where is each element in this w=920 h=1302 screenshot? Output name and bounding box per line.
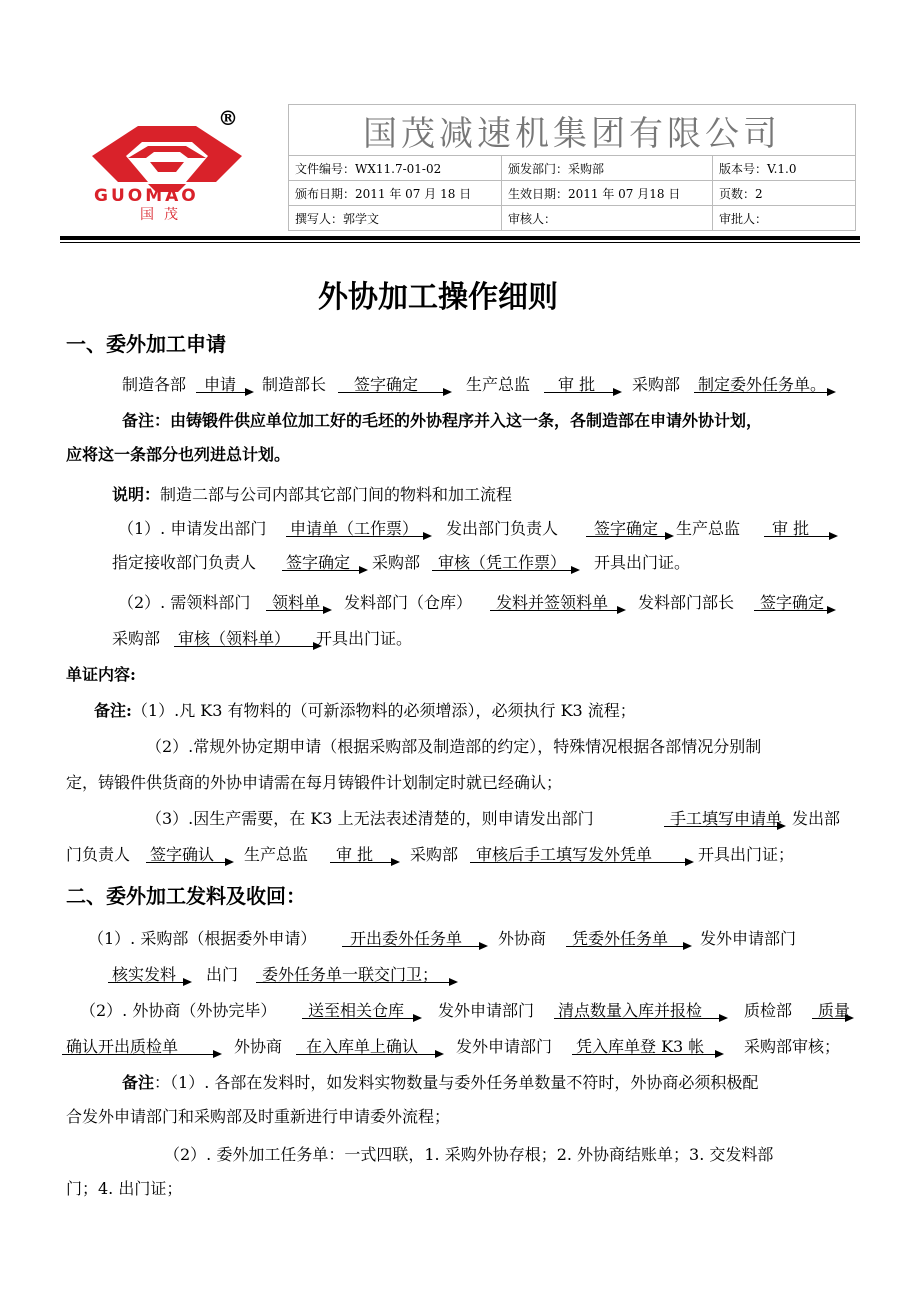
flow-node: 出门 xyxy=(206,965,239,984)
flow-action: 审 批 xyxy=(558,375,596,394)
explain-text: 制造二部与公司内部其它部门间的物料和加工流程 xyxy=(160,485,513,504)
flow-action: 确认开出质检单 xyxy=(66,1037,179,1056)
flow-node: 采购部审核； xyxy=(744,1037,841,1056)
company-logo xyxy=(88,106,246,224)
flow-arrow xyxy=(62,1054,220,1055)
flow-node: 生产总监 xyxy=(244,845,309,864)
flow-action: 审核后手工填写发外凭单 xyxy=(476,845,653,864)
doc-content-label: 单证内容: xyxy=(66,665,136,684)
flow-arrow xyxy=(146,862,232,863)
flow-arrow xyxy=(586,536,672,537)
flow-node: 质检部 xyxy=(744,1001,793,1020)
flow-arrow xyxy=(256,982,456,983)
remark-2-line1: （2）.常规外协定期申请（根据采购部及制造部的约定），特殊情况根据各部情况分别制 xyxy=(146,737,762,756)
flow-action: 制定委外任务单。 xyxy=(698,375,827,394)
note-2-line2: 门；4. 出门证； xyxy=(66,1179,183,1198)
flow-action: 申请单（工作票） xyxy=(290,519,419,538)
note-bold-line2: 应将这一条部分也列进总计划。 xyxy=(66,445,291,464)
flow-action: 签字确定 xyxy=(354,375,419,394)
remark-3-text: （3）.因生产需要，在 K3 上无法表述清楚的，则申请发出部门 xyxy=(146,809,594,828)
flow-action: 领料单 xyxy=(272,593,321,612)
flow-arrow xyxy=(302,1018,420,1019)
flow-node: （1）. 申请发出部门 xyxy=(118,519,267,538)
flow-arrow xyxy=(174,646,320,647)
flow-action: 在入库单上确认 xyxy=(306,1037,419,1056)
note-1-line2: 合发外申请部门和采购部及时重新进行申请委外流程； xyxy=(66,1107,451,1126)
flow-arrow xyxy=(266,610,330,611)
flow-action: 签字确定 xyxy=(594,519,659,538)
flow-node: 外协商 xyxy=(234,1037,283,1056)
flow-arrow xyxy=(432,570,578,571)
approver: 审批人： xyxy=(713,206,856,231)
flow-node: 门负责人 xyxy=(66,845,131,864)
flow-action: 审核（凭工作票） xyxy=(438,553,567,572)
flow-arrow xyxy=(470,862,692,863)
flow-node: 开具出门证； xyxy=(698,845,795,864)
flow-node: 制造部长 xyxy=(262,375,327,394)
effective-date: 生效日期：2011 年 07 月18 日 xyxy=(502,181,713,206)
flow-action: 送至相关仓库 xyxy=(308,1001,405,1020)
explain-label: 说明： xyxy=(112,485,161,504)
flow-arrow xyxy=(554,1018,726,1019)
flow-arrow xyxy=(282,570,366,571)
flow-node: 委外任务单一联交门卫； xyxy=(262,965,439,984)
company-name: 国茂减速机集团有限公司 xyxy=(289,105,856,156)
note-label: 备注 xyxy=(122,1073,155,1092)
header-divider-thick xyxy=(60,236,860,240)
flow-node: 指定接收部门负责人 xyxy=(112,553,257,572)
flow-node: 制造各部 xyxy=(122,375,187,394)
flow-node: 采购部 xyxy=(112,629,161,648)
flow-arrow xyxy=(812,1018,852,1019)
flow-action: 开出委外任务单 xyxy=(350,929,463,948)
flow-node: 发出部门负责人 xyxy=(446,519,559,538)
flow-action: 质量 xyxy=(818,1001,851,1020)
flow-node: 采购部 xyxy=(372,553,421,572)
reviewer: 审核人： xyxy=(502,206,713,231)
flow-node: 采购部 xyxy=(632,375,681,394)
flow-node: 发料部门（仓库） xyxy=(344,593,473,612)
flow-node: （2）. 需领料部门 xyxy=(118,593,251,612)
flow-arrow xyxy=(544,392,620,393)
document-title: 外协加工操作细则 xyxy=(318,280,558,315)
author: 撰写人：郭学文 xyxy=(289,206,502,231)
flow-node: 发料部门部长 xyxy=(638,593,735,612)
flow-arrow xyxy=(566,946,690,947)
flow-arrow xyxy=(754,610,834,611)
flow-arrow xyxy=(490,610,624,611)
remark-1: （1）.凡 K3 有物料的（可新添物料的必须增添），必须执行 K3 流程； xyxy=(131,701,636,720)
flow-node: 采购部 xyxy=(410,845,459,864)
flow-action: 审 批 xyxy=(772,519,810,538)
flow-node: 生产总监 xyxy=(466,375,531,394)
flow-arrow xyxy=(764,536,836,537)
flow-node: 发出部 xyxy=(792,809,841,828)
flow-arrow xyxy=(664,826,784,827)
flow-arrow xyxy=(296,1054,442,1055)
issue-date: 颁布日期：2011 年 07 月 18 日 xyxy=(289,181,502,206)
version: 版本号：V.1.0 xyxy=(713,156,856,181)
flow-action: 审核（领料单） xyxy=(178,629,291,648)
section1-heading: 一、委外加工申请 xyxy=(66,332,226,356)
flow-action: 申请 xyxy=(204,375,237,394)
flow-action: 清点数量入库并报检 xyxy=(558,1001,703,1020)
flow-action: 凭委外任务单 xyxy=(572,929,669,948)
flow-arrow xyxy=(196,392,252,393)
flow-node: 发外申请部门 xyxy=(700,929,797,948)
flow-node: 生产总监 xyxy=(676,519,741,538)
remark-2-line2: 定，铸锻件供货商的外协申请需在每月铸锻件计划制定时就已经确认； xyxy=(66,773,563,792)
logo-text: GUOMAO xyxy=(94,186,199,206)
logo-cn-text: 国茂 xyxy=(140,207,188,223)
flow-node: （2）. 外协商（外协完毕） xyxy=(80,1001,277,1020)
section2-heading: 二、委外加工发料及收回： xyxy=(66,884,306,908)
flow-action: 审 批 xyxy=(336,845,374,864)
flow-arrow xyxy=(694,392,834,393)
flow-node: （1）. 采购部（根据委外申请） xyxy=(88,929,317,948)
registered-mark: ® xyxy=(218,106,238,130)
flow-action: 凭入库单登 K3 帐 xyxy=(576,1037,705,1056)
flow-node: 发外申请部门 xyxy=(456,1037,553,1056)
flow-arrow xyxy=(342,946,486,947)
file-number: 文件编号：WX11.7-01-02 xyxy=(289,156,502,181)
document-header-table xyxy=(288,104,856,231)
issuing-dept: 颁发部门：采购部 xyxy=(502,156,713,181)
header-divider-thin xyxy=(60,242,860,243)
flow-action: 手工填写申请单 xyxy=(670,809,783,828)
flow-action: 签字确定 xyxy=(286,553,351,572)
flow-node: 外协商 xyxy=(498,929,547,948)
remark-label: 备注: xyxy=(94,701,132,720)
flow-arrow xyxy=(572,1054,722,1055)
flow-action: 核实发料 xyxy=(112,965,177,984)
flow-arrow xyxy=(286,536,430,537)
note-1-line1: ：（1）. 各部在发料时，如发料实物数量与委外任务单数量不符时，外协商必须积极配 xyxy=(154,1073,759,1092)
flow-node: 开具出门证。 xyxy=(316,629,413,648)
flow-arrow xyxy=(338,392,450,393)
flow-arrow xyxy=(330,862,398,863)
flow-node: 发外申请部门 xyxy=(438,1001,535,1020)
flow-action: 签字确认 xyxy=(150,845,215,864)
flow-node: 开具出门证。 xyxy=(594,553,691,572)
note-2-line1: （2）. 委外加工任务单：一式四联，1. 采购外协存根；2. 外协商结账单；3. 交发料部 xyxy=(164,1145,774,1164)
note-bold-line1: 备注：由铸锻件供应单位加工好的毛坯的外协程序并入这一条，各制造部在申请外协计划， xyxy=(122,411,763,430)
flow-action: 签字确定 xyxy=(760,593,825,612)
flow-arrow xyxy=(108,982,190,983)
page-count: 页数：2 xyxy=(713,181,856,206)
flow-action: 发料并签领料单 xyxy=(496,593,609,612)
